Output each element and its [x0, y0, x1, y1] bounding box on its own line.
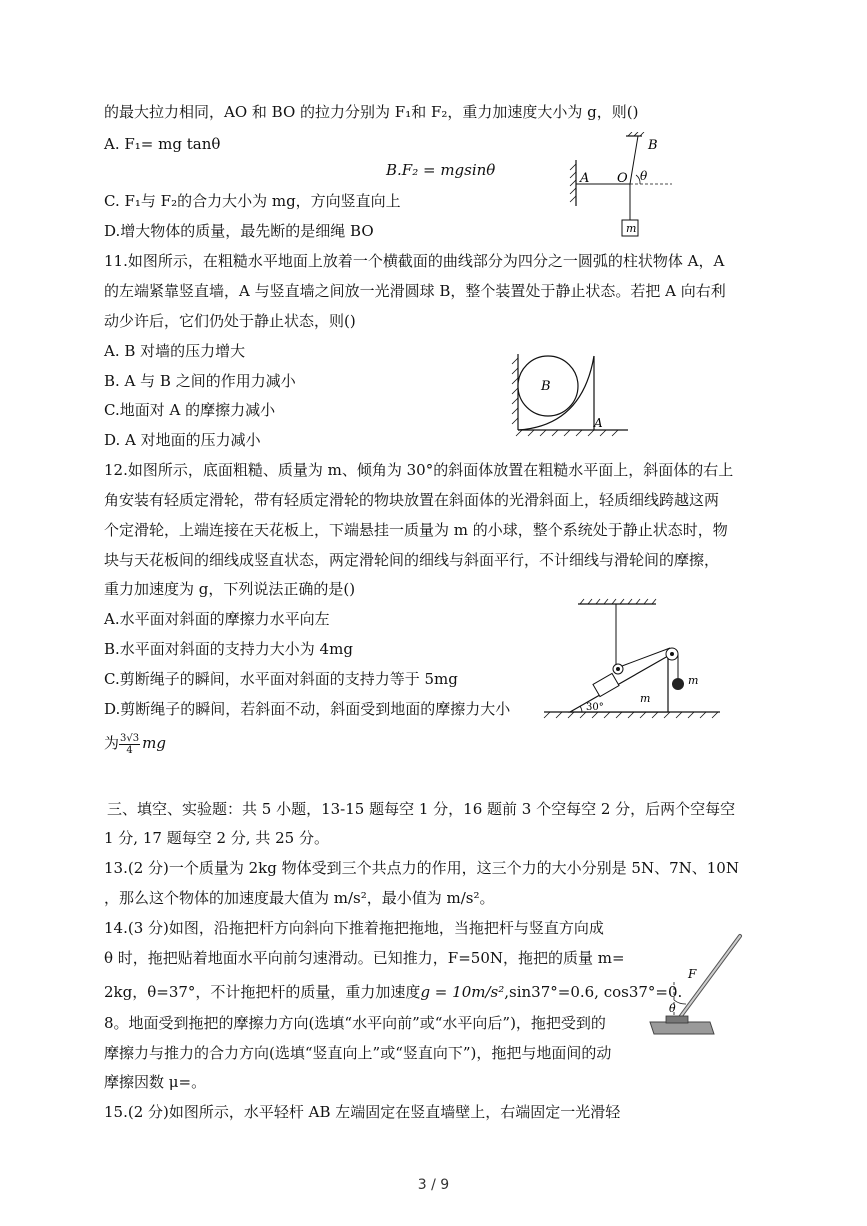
q12-option-d-cont [104, 728, 166, 758]
figure-mop [640, 930, 750, 1042]
section3-heading-1: 三、填空、实验题：共 5 小题，13-15 题每空 1 分，16 题前 3 个空每空 2 分，后两个空每空 [107, 800, 736, 818]
q14-line-3a: 2kg，θ=37°，不计拖把杆的质量，重力加速度 [104, 983, 421, 1001]
q12-stem-2: 角安装有轻质定滑轮，带有轻质定滑轮的物块放置在斜面体的光滑斜面上，轻质细线跨越这两 [104, 491, 720, 509]
section3-heading-2: 1 分, 17 题每空 2 分, 共 25 分。 [104, 829, 329, 847]
q11-option-c: C.地面对 A 的摩擦力减小 [104, 401, 276, 419]
q14-line-4: 8。地面受到拖把的摩擦力方向(选填“水平向前”或“水平向后”)，拖把受到的 [104, 1014, 606, 1032]
q12-d-numerator: 3√3 [120, 732, 140, 744]
q12-stem-1: 12.如图所示，底面粗糙、质量为 m、倾角为 30°的斜面体放置在粗糙水平面上，斜面体的右上 [104, 461, 734, 479]
q10-option-a: A. F₁= mg tanθ [104, 135, 221, 153]
page-number: 3 / 9 [417, 1177, 450, 1193]
q14-line-3c: ,sin37°=0.6, cos37°=0. [504, 983, 683, 1001]
q12-stem-4: 块与天花板间的细线成竖直状态，两定滑轮间的细线与斜面平行，不计细线与滑轮间的摩擦， [104, 551, 720, 569]
figure-rope-system [560, 132, 680, 242]
q13-line-1: 13.(2 分)一个质量为 2kg 物体受到三个共点力的作用，这三个力的大小分别是 5N、7N、10N [104, 859, 739, 877]
q11-option-b: B. A 与 B 之间的作用力减小 [104, 372, 296, 390]
fig2-label-b: B [541, 379, 551, 394]
q12-d-denominator: 4 [126, 744, 133, 756]
q11-option-a: A. B 对墙的压力增大 [104, 342, 246, 360]
figure-ball-arc [506, 350, 636, 440]
q10-option-d: D.增大物体的质量，最先断的是细绳 BO [104, 222, 374, 240]
q12-option-b: B.水平面对斜面的支持力大小为 4mg [104, 640, 353, 658]
q14-line-6: 摩擦因数 μ=。 [104, 1073, 207, 1091]
q12-stem-3: 个定滑轮，上端连接在天花板上，下端悬挂一质量为 m 的小球，整个系统处于静止状态时，物 [104, 521, 728, 539]
fig1-label-a: A [580, 171, 590, 186]
q12-d-suffix: mg [142, 734, 166, 752]
fig4-label-f: F [688, 967, 697, 981]
q12-option-d: D.剪断绳子的瞬间，若斜面不动，斜面受到地面的摩擦力大小 [104, 700, 511, 718]
q15-line-1: 15.(2 分)如图所示，水平轻杆 AB 左端固定在竖直墙壁上，右端固定一光滑轻 [104, 1103, 621, 1121]
q12-option-a: A.水平面对斜面的摩擦力水平向左 [104, 610, 330, 628]
q11-stem-3: 动少许后，它们仍处于静止状态，则() [104, 312, 356, 330]
fig1-label-theta: θ [640, 169, 648, 183]
fig3-label-m-body: m [640, 692, 651, 705]
q12-d-prefix: 为 [104, 734, 120, 752]
fig1-label-b: B [648, 138, 658, 153]
fig3-label-angle: 30° [586, 702, 604, 713]
fig1-label-m: m [626, 222, 637, 235]
q12-d-fraction [119, 733, 140, 756]
q10-option-b: B.F₂ = mgsinθ [386, 161, 496, 179]
q11-stem-2: 的左端紧靠竖直墙，A 与竖直墙之间放一光滑圆球 B，整个装置处于静止状态。若把 A 向右利 [104, 282, 726, 300]
q11-stem-1: 11.如图所示，在粗糙水平地面上放着一个横截面的曲线部分为四分之一圆弧的柱状物体 A，A [104, 252, 725, 270]
fig2-label-a: A [594, 416, 603, 430]
q14-line-1: 14.(3 分)如图，沿拖把杆方向斜向下推着拖把拖地，当拖把杆与竖直方向成 [104, 919, 604, 937]
q11-option-d: D. A 对地面的压力减小 [104, 431, 261, 449]
q14-line-2: θ 时，拖把贴着地面水平向前匀速滑动。已知推力，F=50N，拖把的质量 m= [104, 949, 625, 967]
q14-gravity-formula: g = 10m/s² [420, 983, 505, 1001]
q12-stem-5: 重力加速度为 g，下列说法正确的是() [104, 580, 356, 598]
q12-option-c: C.剪断绳子的瞬间，水平面对斜面的支持力等于 5mg [104, 670, 458, 688]
figure-incline-pulleys [540, 598, 725, 722]
fig3-label-m-ball: m [688, 674, 699, 687]
q14-line-3 [104, 982, 682, 1002]
q13-line-2: ，那么这个物体的加速度最大值为 m/s²，最小值为 m/s²。 [104, 889, 495, 907]
q10-stem-end: 的最大拉力相同，AO 和 BO 的拉力分别为 F₁和 F₂，重力加速度大小为 g，则() [104, 103, 639, 121]
q10-option-c: C. F₁与 F₂的合力大小为 mg，方向竖直向上 [104, 192, 401, 210]
q14-line-5: 摩擦力与推力的合力方向(选填“竖直向上”或“竖直向下”)，拖把与地面间的动 [104, 1044, 612, 1062]
fig1-label-o: O [617, 171, 628, 186]
fig4-label-theta: θ [669, 1002, 676, 1015]
